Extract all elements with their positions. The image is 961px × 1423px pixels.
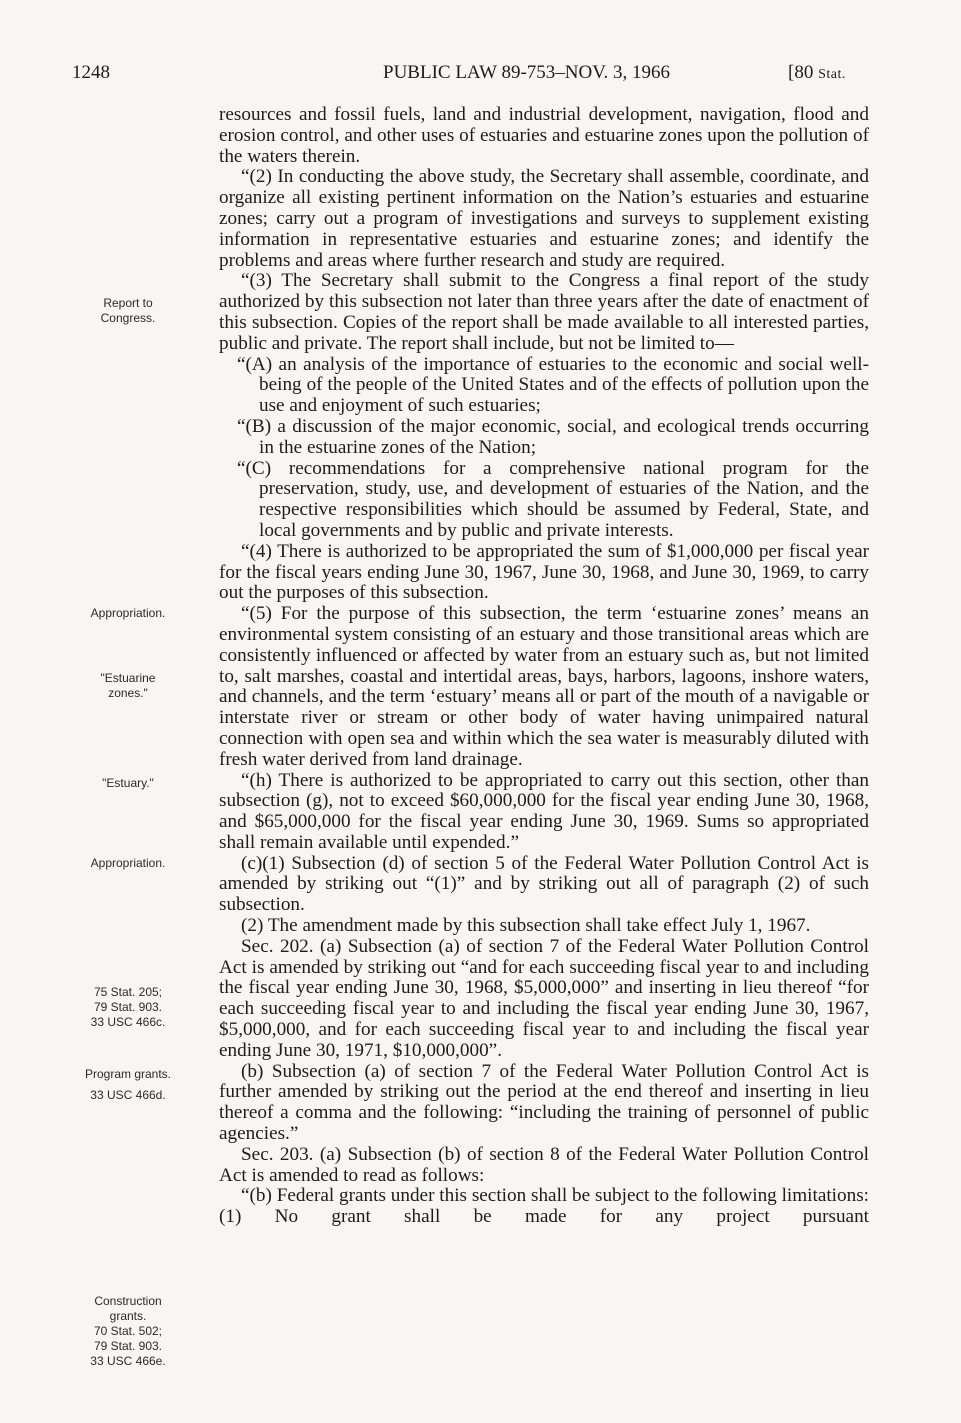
margin-note-construction-grants bbox=[62, 1294, 194, 1369]
paragraph-h-appropriation: “(h) There is authorized to be appropriated to carry out this section, other than subsection (g), not to exceed $60,000,000 for the fiscal year ending June 30, 1968, and $65,000,000 for the fiscal year ending June 30, 1969. Sums so appropriated shall remain available until expended.” bbox=[219, 769, 869, 853]
margin-note-line: 79 Stat. 903. bbox=[93, 1000, 163, 1014]
statute-body bbox=[219, 105, 869, 1228]
paragraph-3c: “(C) recommendations for a comprehensive national program for the preservation, study, use, and development of estuaries of the Nation, and the respective responsibilities which should be assumed by Federal, State, and local governments and by public and private interests. bbox=[237, 457, 869, 541]
margin-note-estuarine-zones bbox=[62, 671, 194, 701]
margin-note-line: 79 Stat. 903. bbox=[93, 1339, 163, 1353]
paragraph-3-report: “(3) The Secretary shall submit to the Congress a final report of the study authorized by this subsection not later than three years after the date of enactment of this subsection. Copies of the report shall be made available to all interested parties, public and private. The report shall include, but not be limited to— bbox=[219, 270, 869, 354]
margin-note-line: Report to bbox=[103, 296, 153, 310]
margin-note-line: Congress. bbox=[100, 311, 156, 325]
margin-note-line: zones." bbox=[108, 686, 148, 700]
margin-note-line: "Estuarine bbox=[100, 671, 156, 685]
margin-note-report-to-congress bbox=[62, 296, 194, 326]
paragraph-study-continuation: resources and fossil fuels, land and industrial development, navigation, flood and erosion control, and other uses of estuaries and estuarine zones upon the pollution of the waters therein. bbox=[219, 104, 869, 167]
statute-volume bbox=[788, 62, 846, 84]
margin-note-line: 33 USC 466c. bbox=[90, 1015, 166, 1029]
statute-volume-label: Stat. bbox=[818, 67, 846, 82]
page-number: 1248 bbox=[72, 62, 110, 83]
margin-note-appropriation bbox=[62, 606, 194, 621]
margin-note-line: 70 Stat. 502; bbox=[93, 1324, 163, 1338]
margin-note-line: "Estuary." bbox=[102, 776, 154, 790]
running-title: PUBLIC LAW 89-753–NOV. 3, 1966 bbox=[383, 62, 671, 83]
margin-note-line: 33 USC 466d. bbox=[90, 1088, 166, 1102]
margin-note-line: Appropriation. bbox=[90, 606, 166, 620]
margin-note-estuary bbox=[62, 776, 194, 791]
paragraph-sec-203a: Sec. 203. (a) Subsection (b) of section 8 of the Federal Water Pollution Control Act is amended to read as follows: bbox=[219, 1143, 869, 1186]
paragraph-c1: (c)(1) Subsection (d) of section 5 of the Federal Water Pollution Control Act is amended by striking out “(1)” and by striking out all of paragraph (2) of such subsection. bbox=[219, 852, 869, 916]
paragraph-3b: “(B) a discussion of the major economic, social, and ecological trends occurring in the estuarine zones of the Nation; bbox=[237, 415, 869, 458]
paragraph-5-definitions: “(5) For the purpose of this subsection, the term ‘estuarine zones’ means an environmental system consisting of an estuary and those transitional areas which are consistently influenced or affected by water from an estuary such as, but not limited to, salt marshes, coastal and intertidal areas, bays, harbors, lagoons, inshore waters, and channels, and the term ‘estuary’ means all or part of the mouth of a navigable or interstate river or stream or other body of water having unimpaired natural connection with open sea and within which the sea water is measurably diluted with fresh water derived from land drainage. bbox=[219, 603, 869, 770]
margin-note-line: Construction bbox=[94, 1294, 162, 1308]
margin-note-line: 33 USC 466e. bbox=[90, 1354, 166, 1368]
margin-note-line: Appropriation. bbox=[90, 856, 166, 870]
margin-note-line: grants. bbox=[109, 1309, 147, 1323]
margin-note-appropriation-2 bbox=[62, 856, 194, 871]
margin-note-usc-466d bbox=[62, 1088, 194, 1103]
paragraph-2-study-conduct: “(2) In conducting the above study, the Secretary shall assemble, coordinate, and organize all existing pertinent information on the Nation’s estuaries and estuarine zones; carry out a program of investigations and surveys to supplement existing information in representative estuaries and estuarine zones; and identify the problems and areas where further research and study are required. bbox=[219, 166, 869, 271]
margin-note-line: Program grants. bbox=[84, 1067, 172, 1081]
paragraph-sec-202b: (b) Subsection (a) of section 7 of the Federal Water Pollution Control Act is further amended by striking out the period at the end thereof and inserting in lieu thereof a comma and the following: “including the training of personnel of public agencies.” bbox=[219, 1060, 869, 1145]
paragraph-sec-202a: Sec. 202. (a) Subsection (a) of section 7 of the Federal Water Pollution Control Act is amended by striking out “and for each succeeding fiscal year to and including the fiscal year ending June 30, 1968, $5,000,000” and inserting in lieu thereof “for each succeeding fiscal year to and including the fiscal year ending June 30, 1967, $5,000,000, and for each succeeding fiscal year to and including the fiscal year ending June 30, 1971, $10,000,000”. bbox=[219, 935, 869, 1061]
paragraph-sec-203b: “(b) Federal grants under this section shall be subject to the following limitations: (1) No grant shall be made for any project pursuant bbox=[219, 1185, 869, 1228]
paragraph-4-appropriation: “(4) There is authorized to be appropriated the sum of $1,000,000 per fiscal year for the fiscal years ending June 30, 1967, June 30, 1968, and June 30, 1969, to carry out the purposes of this subsection. bbox=[219, 540, 869, 604]
margin-note-citations bbox=[62, 985, 194, 1030]
paragraph-c2: (2) The amendment made by this subsection shall take effect July 1, 1967. bbox=[241, 915, 811, 937]
margin-note-program-grants bbox=[62, 1067, 194, 1082]
statute-volume-prefix: [80 bbox=[788, 62, 819, 83]
margin-note-line: 75 Stat. 205; bbox=[93, 985, 163, 999]
paragraph-3a: “(A) an analysis of the importance of estuaries to the economic and social well-being of the people of the United States and of the effects of pollution upon the use and enjoyment of such estuaries; bbox=[237, 353, 869, 417]
